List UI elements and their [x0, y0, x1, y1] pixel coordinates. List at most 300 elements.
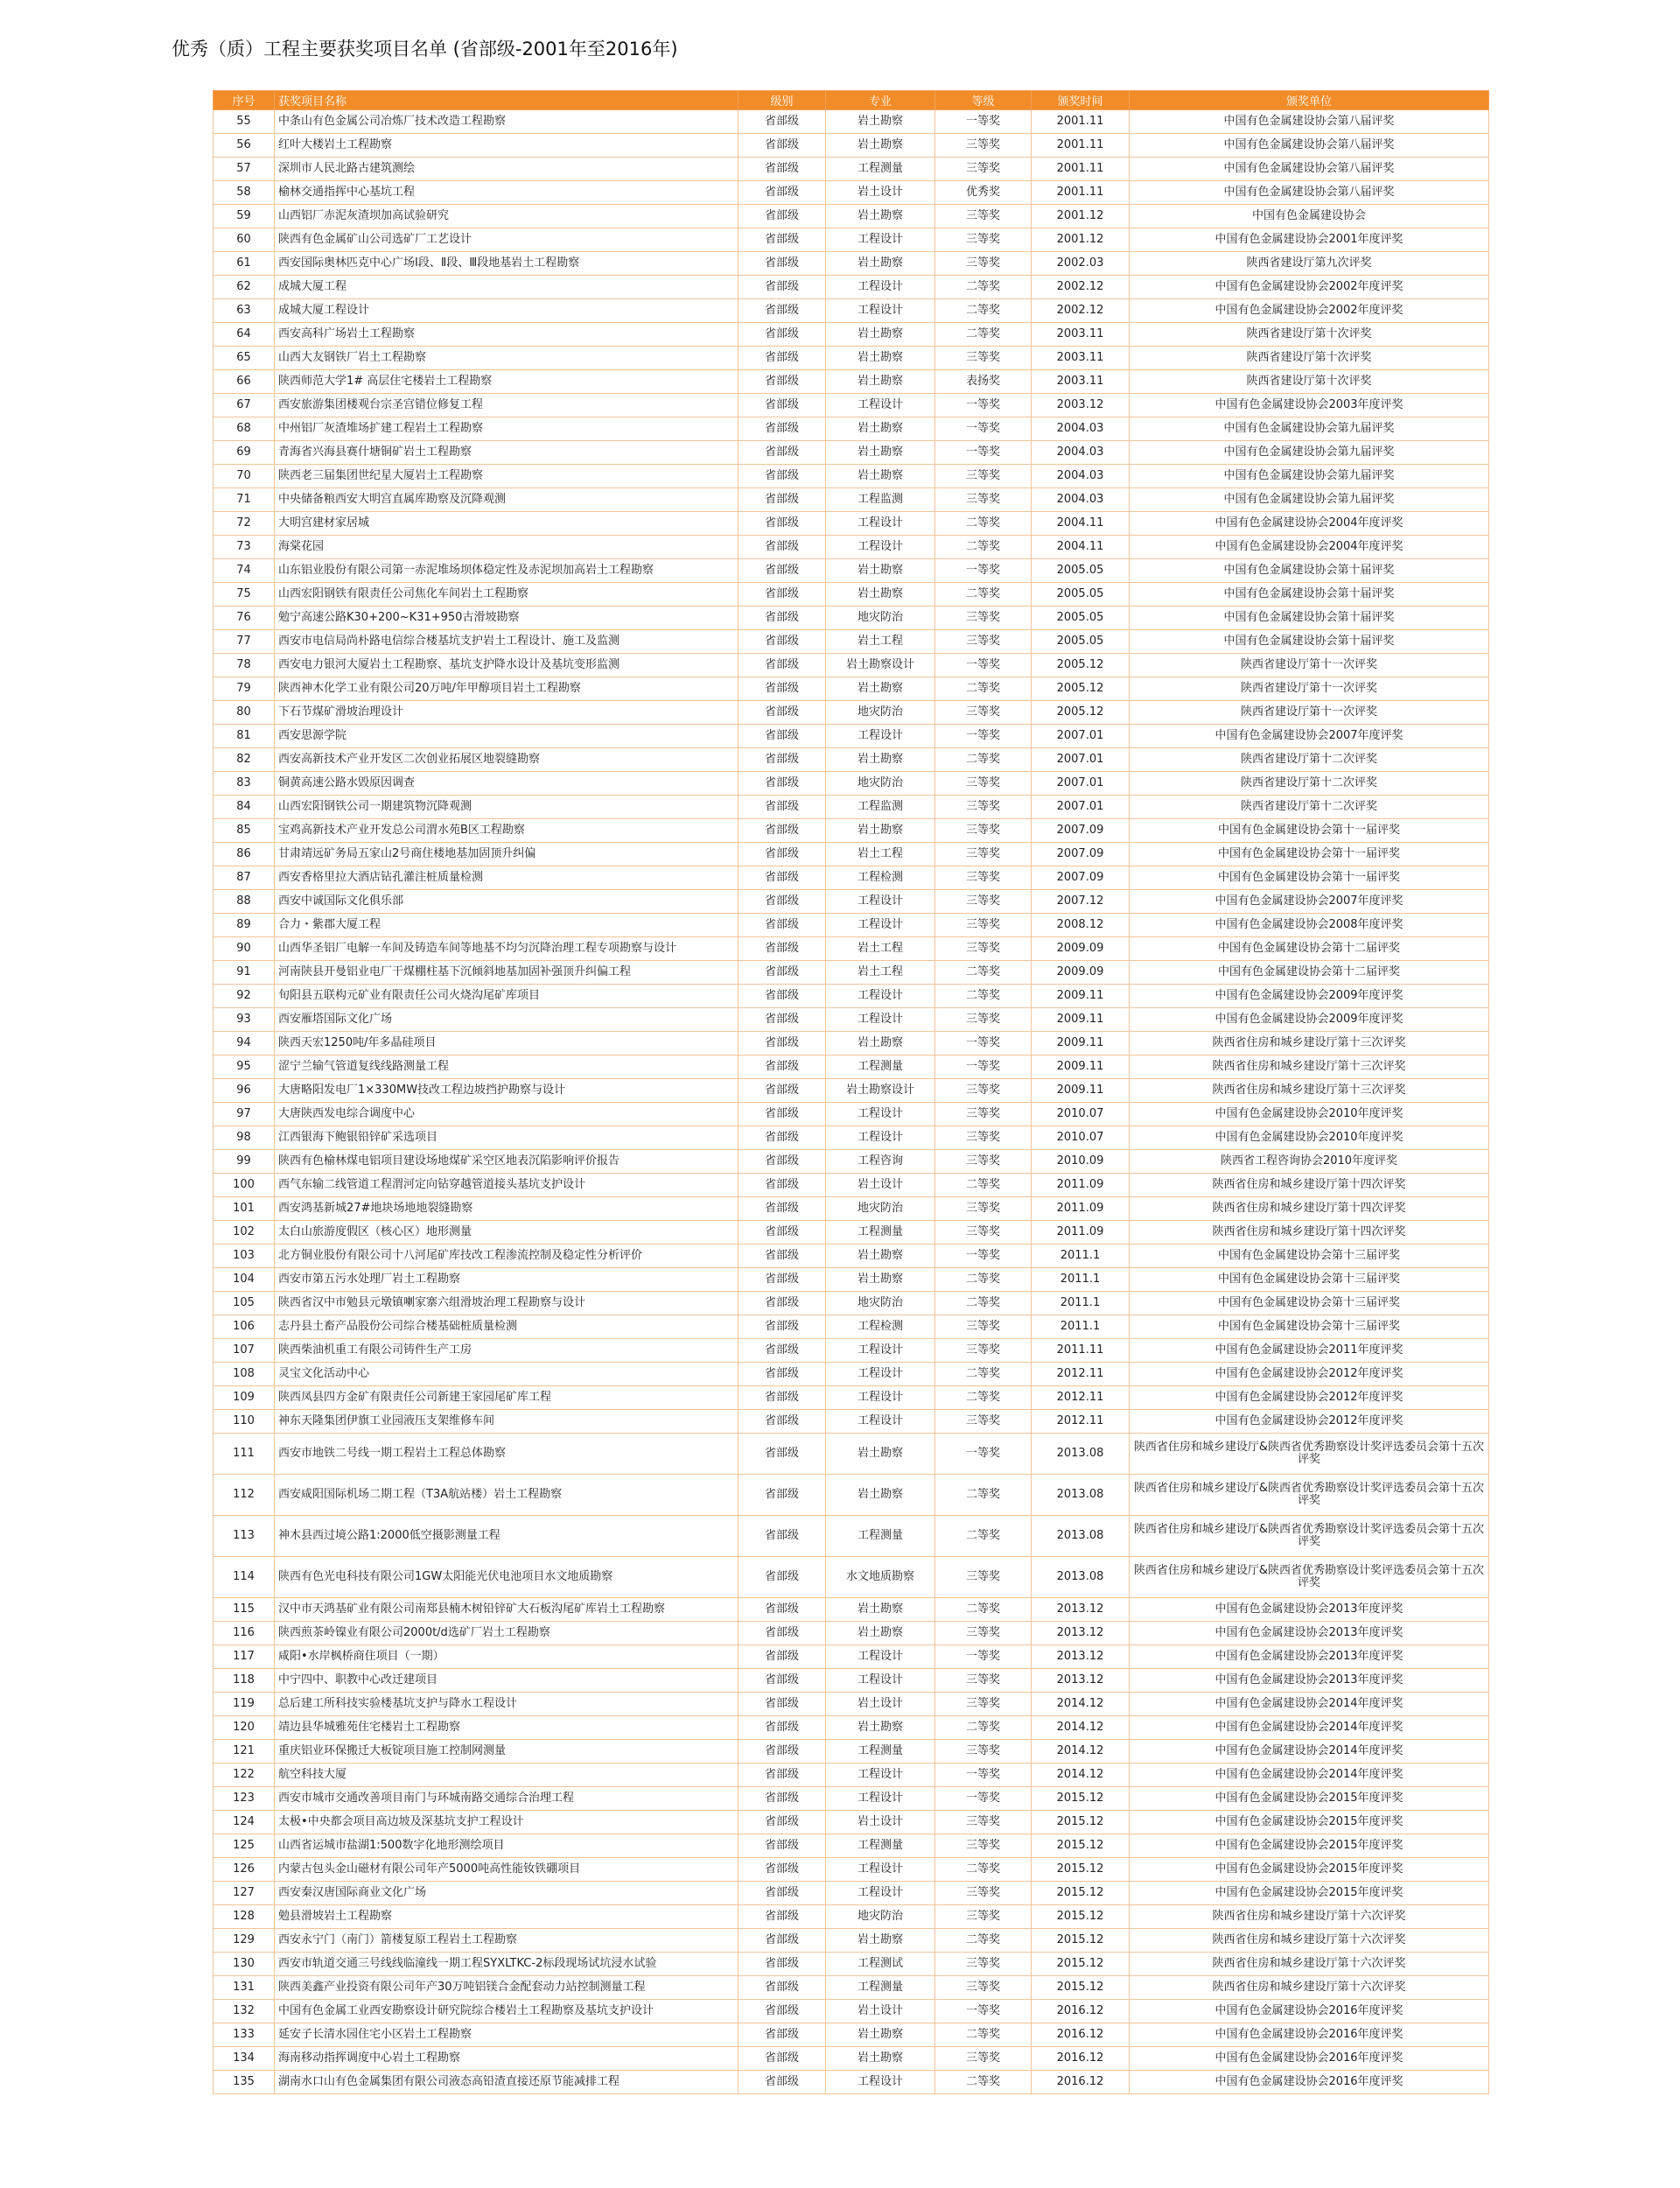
cell-project-name: 海南移动指挥调度中心岩土工程勘察: [275, 2047, 738, 2071]
cell-no: 64: [214, 323, 275, 347]
cell-award-date: 2003.11: [1032, 323, 1130, 347]
cell-no: 63: [214, 299, 275, 323]
table-row: [214, 796, 1489, 819]
cell-grade: 一等奖: [935, 2000, 1032, 2023]
cell-level: 省部级: [738, 276, 826, 299]
cell-grade: 三等奖: [935, 1882, 1032, 1905]
cell-project-name: 西安市第五污水处理厂岩土工程勘察: [275, 1268, 738, 1292]
table-row: [214, 1905, 1489, 1929]
cell-grade: 二等奖: [935, 299, 1032, 323]
cell-no: 101: [214, 1197, 275, 1221]
table-header-row: [214, 91, 1489, 110]
cell-no: 105: [214, 1292, 275, 1315]
cell-discipline: 岩土勘察: [826, 110, 935, 134]
cell-grade: 二等奖: [935, 961, 1032, 985]
cell-project-name: 北方铜业股份有限公司十八河尾矿库技改工程渗流控制及稳定性分析评价: [275, 1245, 738, 1268]
cell-project-name: 内蒙古包头金山磁材有限公司年产5000吨高性能钕铁硼项目: [275, 1858, 738, 1882]
table-row: [214, 1787, 1489, 1811]
cell-grade: 二等奖: [935, 1292, 1032, 1315]
cell-discipline: 工程设计: [826, 1410, 935, 1434]
table-row: [214, 607, 1489, 630]
cell-project-name: 中央储备粮西安大明宫直属库勘察及沉降观测: [275, 488, 738, 512]
cell-no: 86: [214, 843, 275, 866]
cell-project-name: 神木县西过境公路1:2000低空摄影测量工程: [275, 1516, 738, 1557]
cell-project-name: 重庆铝业环保搬迁大板锭项目施工控制网测量: [275, 1740, 738, 1764]
table-row: [214, 772, 1489, 796]
table-row: [214, 2023, 1489, 2047]
cell-no: 85: [214, 819, 275, 843]
cell-award-date: 2007.09: [1032, 819, 1130, 843]
table-row: [214, 1032, 1489, 1055]
cell-level: 省部级: [738, 110, 826, 134]
cell-project-name: 陕西凤县四方金矿有限责任公司新建王家园尾矿库工程: [275, 1386, 738, 1410]
cell-project-name: 陕西有色光电科技有限公司1GW太阳能光伏电池项目水文地质勘察: [275, 1557, 738, 1598]
cell-project-name: 航空科技大厦: [275, 1764, 738, 1787]
cell-discipline: 岩土勘察: [826, 1598, 935, 1622]
cell-project-name: 延安子长清水园住宅小区岩土工程勘察: [275, 2023, 738, 2047]
cell-award-date: 2004.03: [1032, 465, 1130, 488]
cell-award-date: 2011.09: [1032, 1197, 1130, 1221]
cell-award-date: 2016.12: [1032, 2023, 1130, 2047]
table-row: [214, 630, 1489, 654]
cell-level: 省部级: [738, 583, 826, 607]
table-row: [214, 1976, 1489, 2000]
cell-project-name: 西安秦汉唐国际商业文化广场: [275, 1882, 738, 1905]
cell-level: 省部级: [738, 441, 826, 465]
cell-level: 省部级: [738, 937, 826, 961]
cell-project-name: 成城大厦工程: [275, 276, 738, 299]
cell-award-org: 中国有色金属建设协会2003年度评奖: [1130, 394, 1489, 417]
cell-award-date: 2011.1: [1032, 1292, 1130, 1315]
table-row: [214, 914, 1489, 937]
cell-discipline: 工程设计: [826, 985, 935, 1008]
cell-award-date: 2011.1: [1032, 1245, 1130, 1268]
cell-award-org: 中国有色金属建设协会2009年度评奖: [1130, 1008, 1489, 1032]
table-row: [214, 1811, 1489, 1834]
cell-discipline: 工程设计: [826, 1008, 935, 1032]
cell-award-date: 2013.12: [1032, 1645, 1130, 1669]
cell-grade: 三等奖: [935, 134, 1032, 158]
cell-grade: 二等奖: [935, 1858, 1032, 1882]
cell-award-date: 2007.09: [1032, 843, 1130, 866]
cell-discipline: 工程测量: [826, 158, 935, 181]
cell-grade: 三等奖: [935, 347, 1032, 370]
cell-award-org: 中国有色金属建设协会2015年度评奖: [1130, 1834, 1489, 1858]
cell-award-org: 中国有色金属建设协会第十一届评奖: [1130, 819, 1489, 843]
cell-no: 107: [214, 1339, 275, 1363]
cell-award-date: 2014.12: [1032, 1740, 1130, 1764]
cell-no: 59: [214, 205, 275, 228]
cell-level: 省部级: [738, 1787, 826, 1811]
cell-level: 省部级: [738, 1953, 826, 1976]
cell-project-name: 山西省运城市盐湖1:500数字化地形测绘项目: [275, 1834, 738, 1858]
cell-discipline: 岩土工程: [826, 630, 935, 654]
cell-no: 116: [214, 1622, 275, 1645]
cell-no: 75: [214, 583, 275, 607]
cell-award-org: 陕西省住房和城乡建设厅&陕西省优秀勘察设计奖评选委员会第十五次评奖: [1130, 1434, 1489, 1475]
cell-award-org: 中国有色金属建设协会2009年度评奖: [1130, 985, 1489, 1008]
table-row: [214, 677, 1489, 701]
table-row: [214, 370, 1489, 394]
cell-no: 56: [214, 134, 275, 158]
cell-no: 133: [214, 2023, 275, 2047]
cell-award-org: 中国有色金属建设协会2012年度评奖: [1130, 1410, 1489, 1434]
cell-no: 123: [214, 1787, 275, 1811]
cell-level: 省部级: [738, 2047, 826, 2071]
cell-project-name: 西安咸阳国际机场二期工程（T3A航站楼）岩土工程勘察: [275, 1475, 738, 1516]
cell-level: 省部级: [738, 1858, 826, 1882]
table-row: [214, 1645, 1489, 1669]
table-row: [214, 1410, 1489, 1434]
cell-grade: 三等奖: [935, 1557, 1032, 1598]
cell-grade: 二等奖: [935, 512, 1032, 536]
cell-project-name: 咸阳•水岸枫桥商住项目（一期）: [275, 1645, 738, 1669]
cell-award-date: 2005.05: [1032, 583, 1130, 607]
cell-grade: 优秀奖: [935, 181, 1032, 205]
cell-grade: 一等奖: [935, 110, 1032, 134]
cell-grade: 三等奖: [935, 1905, 1032, 1929]
cell-grade: 三等奖: [935, 1976, 1032, 2000]
cell-grade: 三等奖: [935, 1008, 1032, 1032]
cell-award-org: 陕西省建设厅第十次评奖: [1130, 347, 1489, 370]
cell-level: 省部级: [738, 465, 826, 488]
cell-award-date: 2012.11: [1032, 1363, 1130, 1386]
cell-project-name: 山东铝业股份有限公司第一赤泥堆场坝体稳定性及赤泥坝加高岩土工程勘察: [275, 559, 738, 583]
cell-no: 106: [214, 1315, 275, 1339]
table-row: [214, 1126, 1489, 1150]
cell-award-org: 中国有色金属建设协会2016年度评奖: [1130, 2023, 1489, 2047]
cell-award-org: 中国有色金属建设协会: [1130, 205, 1489, 228]
cell-award-org: 中国有色金属建设协会2015年度评奖: [1130, 1882, 1489, 1905]
cell-discipline: 工程设计: [826, 914, 935, 937]
table-row: [214, 1834, 1489, 1858]
cell-discipline: 岩土勘察: [826, 583, 935, 607]
cell-award-date: 2005.05: [1032, 559, 1130, 583]
cell-discipline: 工程测量: [826, 1740, 935, 1764]
cell-grade: 三等奖: [935, 772, 1032, 796]
cell-discipline: 岩土设计: [826, 1174, 935, 1197]
cell-grade: 二等奖: [935, 323, 1032, 347]
cell-award-date: 2011.1: [1032, 1315, 1130, 1339]
table-row: [214, 1055, 1489, 1079]
cell-award-date: 2009.09: [1032, 961, 1130, 985]
cell-award-date: 2013.08: [1032, 1557, 1130, 1598]
cell-no: 131: [214, 1976, 275, 2000]
cell-level: 省部级: [738, 725, 826, 748]
cell-project-name: 西安市电信局尚朴路电信综合楼基坑支护岩土工程设计、施工及监测: [275, 630, 738, 654]
table-row: [214, 819, 1489, 843]
cell-award-org: 中国有色金属建设协会2012年度评奖: [1130, 1386, 1489, 1410]
cell-level: 省部级: [738, 1929, 826, 1953]
cell-grade: 一等奖: [935, 394, 1032, 417]
cell-project-name: 陕西美鑫产业投资有限公司年产30万吨铝镁合金配套动力站控制测量工程: [275, 1976, 738, 2000]
table-row: [214, 299, 1489, 323]
cell-grade: 二等奖: [935, 2071, 1032, 2094]
cell-discipline: 岩土设计: [826, 1811, 935, 1834]
cell-no: 84: [214, 796, 275, 819]
cell-level: 省部级: [738, 1150, 826, 1174]
cell-level: 省部级: [738, 323, 826, 347]
cell-level: 省部级: [738, 914, 826, 937]
cell-project-name: 勉县滑坡岩土工程勘察: [275, 1905, 738, 1929]
cell-level: 省部级: [738, 677, 826, 701]
cell-no: 57: [214, 158, 275, 181]
cell-project-name: 涩宁兰输气管道复线线路测量工程: [275, 1055, 738, 1079]
cell-level: 省部级: [738, 607, 826, 630]
cell-award-date: 2010.07: [1032, 1126, 1130, 1150]
cell-level: 省部级: [738, 158, 826, 181]
cell-project-name: 陕西煎茶岭镍业有限公司2000t/d选矿厂岩土工程勘察: [275, 1622, 738, 1645]
cell-discipline: 工程测量: [826, 1834, 935, 1858]
cell-grade: 三等奖: [935, 1339, 1032, 1363]
cell-award-org: 中国有色金属建设协会2010年度评奖: [1130, 1126, 1489, 1150]
cell-award-date: 2009.11: [1032, 985, 1130, 1008]
cell-discipline: 工程设计: [826, 276, 935, 299]
cell-award-org: 陕西省工程咨询协会2010年度评奖: [1130, 1150, 1489, 1174]
cell-grade: 三等奖: [935, 1197, 1032, 1221]
cell-project-name: 西安雁塔国际文化广场: [275, 1008, 738, 1032]
cell-grade: 二等奖: [935, 1516, 1032, 1557]
cell-award-org: 中国有色金属建设协会2016年度评奖: [1130, 2047, 1489, 2071]
cell-level: 省部级: [738, 1693, 826, 1716]
cell-award-org: 中国有色金属建设协会2013年度评奖: [1130, 1598, 1489, 1622]
cell-grade: 三等奖: [935, 890, 1032, 914]
cell-project-name: 成城大厦工程设计: [275, 299, 738, 323]
table-row: [214, 441, 1489, 465]
cell-grade: 三等奖: [935, 1669, 1032, 1693]
cell-level: 省部级: [738, 205, 826, 228]
cell-award-date: 2005.05: [1032, 607, 1130, 630]
cell-grade: 三等奖: [935, 252, 1032, 276]
cell-grade: 三等奖: [935, 914, 1032, 937]
cell-grade: 三等奖: [935, 843, 1032, 866]
cell-no: 124: [214, 1811, 275, 1834]
cell-discipline: 岩土勘察: [826, 1245, 935, 1268]
cell-no: 112: [214, 1475, 275, 1516]
cell-award-org: 中国有色金属建设协会2014年度评奖: [1130, 1693, 1489, 1716]
cell-level: 省部级: [738, 2000, 826, 2023]
cell-no: 99: [214, 1150, 275, 1174]
cell-level: 省部级: [738, 701, 826, 725]
cell-no: 70: [214, 465, 275, 488]
table-row: [214, 1622, 1489, 1645]
cell-grade: 一等奖: [935, 1434, 1032, 1475]
cell-no: 132: [214, 2000, 275, 2023]
cell-grade: 二等奖: [935, 985, 1032, 1008]
cell-level: 省部级: [738, 370, 826, 394]
cell-discipline: 水文地质勘察: [826, 1557, 935, 1598]
cell-project-name: 陕西有色金属矿山公司选矿厂工艺设计: [275, 228, 738, 252]
table-row: [214, 2071, 1489, 2094]
cell-discipline: 工程设计: [826, 1764, 935, 1787]
cell-award-org: 陕西省住房和城乡建设厅第十六次评奖: [1130, 1976, 1489, 2000]
cell-discipline: 岩土勘察: [826, 748, 935, 772]
cell-discipline: 工程检测: [826, 1315, 935, 1339]
table-row: [214, 725, 1489, 748]
cell-grade: 二等奖: [935, 1716, 1032, 1740]
cell-award-org: 中国有色金属建设协会2014年度评奖: [1130, 1764, 1489, 1787]
cell-level: 省部级: [738, 630, 826, 654]
cell-award-org: 中国有色金属建设协会2015年度评奖: [1130, 1858, 1489, 1882]
cell-level: 省部级: [738, 1055, 826, 1079]
cell-project-name: 合力・紫郡大厦工程: [275, 914, 738, 937]
cell-level: 省部级: [738, 1292, 826, 1315]
cell-award-date: 2013.08: [1032, 1516, 1130, 1557]
cell-discipline: 岩土工程: [826, 843, 935, 866]
cell-project-name: 大唐陕西发电综合调度中心: [275, 1103, 738, 1126]
cell-level: 省部级: [738, 1197, 826, 1221]
cell-award-date: 2010.07: [1032, 1103, 1130, 1126]
cell-level: 省部级: [738, 985, 826, 1008]
cell-discipline: 岩土勘察: [826, 417, 935, 441]
cell-award-org: 中国有色金属建设协会第八届评奖: [1130, 158, 1489, 181]
table-row: [214, 1929, 1489, 1953]
table-row: [214, 1693, 1489, 1716]
table-row: [214, 1245, 1489, 1268]
cell-level: 省部级: [738, 1008, 826, 1032]
cell-award-org: 中国有色金属建设协会第八届评奖: [1130, 134, 1489, 158]
cell-no: 110: [214, 1410, 275, 1434]
cell-discipline: 岩土勘察: [826, 819, 935, 843]
cell-level: 省部级: [738, 772, 826, 796]
cell-project-name: 陕西有色榆林煤电铝项目建设场地煤矿采空区地表沉陷影响评价报告: [275, 1150, 738, 1174]
cell-grade: 三等奖: [935, 1315, 1032, 1339]
cell-award-org: 陕西省建设厅第十一次评奖: [1130, 654, 1489, 677]
cell-discipline: 岩土工程: [826, 961, 935, 985]
table-row: [214, 2000, 1489, 2023]
table-body: [214, 110, 1489, 2094]
cell-discipline: 岩土勘察: [826, 2047, 935, 2071]
cell-grade: 三等奖: [935, 937, 1032, 961]
cell-grade: 三等奖: [935, 796, 1032, 819]
table-row: [214, 488, 1489, 512]
cell-award-date: 2007.01: [1032, 772, 1130, 796]
cell-award-date: 2007.09: [1032, 866, 1130, 890]
cell-discipline: 工程设计: [826, 1386, 935, 1410]
cell-discipline: 工程测试: [826, 1953, 935, 1976]
cell-level: 省部级: [738, 228, 826, 252]
cell-award-org: 中国有色金属建设协会2007年度评奖: [1130, 725, 1489, 748]
cell-award-date: 2016.12: [1032, 2047, 1130, 2071]
cell-no: 88: [214, 890, 275, 914]
cell-discipline: 工程设计: [826, 1645, 935, 1669]
cell-discipline: 工程设计: [826, 1103, 935, 1126]
cell-award-date: 2016.12: [1032, 2071, 1130, 2094]
cell-level: 省部级: [738, 512, 826, 536]
cell-project-name: 中国有色金属工业西安勘察设计研究院综合楼岩土工程勘察及基坑支护设计: [275, 2000, 738, 2023]
cell-award-org: 陕西省住房和城乡建设厅&陕西省优秀勘察设计奖评选委员会第十五次评奖: [1130, 1516, 1489, 1557]
cell-award-date: 2004.11: [1032, 512, 1130, 536]
cell-level: 省部级: [738, 1716, 826, 1740]
cell-level: 省部级: [738, 559, 826, 583]
cell-no: 129: [214, 1929, 275, 1953]
table-row: [214, 559, 1489, 583]
cell-project-name: 中条山有色金属公司冶炼厂技术改造工程勘察: [275, 110, 738, 134]
cell-award-date: 2013.08: [1032, 1475, 1130, 1516]
cell-level: 省部级: [738, 1126, 826, 1150]
cell-grade: 三等奖: [935, 1126, 1032, 1150]
cell-grade: 二等奖: [935, 748, 1032, 772]
cell-grade: 三等奖: [935, 2047, 1032, 2071]
cell-level: 省部级: [738, 1669, 826, 1693]
cell-no: 62: [214, 276, 275, 299]
cell-grade: 三等奖: [935, 158, 1032, 181]
cell-level: 省部级: [738, 1386, 826, 1410]
cell-award-org: 中国有色金属建设协会2013年度评奖: [1130, 1645, 1489, 1669]
cell-project-name: 铜黄高速公路水毁原因调查: [275, 772, 738, 796]
cell-discipline: 岩土设计: [826, 2000, 935, 2023]
cell-grade: 三等奖: [935, 1811, 1032, 1834]
cell-discipline: 地灾防治: [826, 1292, 935, 1315]
cell-level: 省部级: [738, 748, 826, 772]
cell-award-org: 中国有色金属建设协会第十届评奖: [1130, 630, 1489, 654]
cell-project-name: 湖南水口山有色金属集团有限公司液态高铅渣直接还原节能减排工程: [275, 2071, 738, 2094]
cell-level: 省部级: [738, 1598, 826, 1622]
cell-award-date: 2011.1: [1032, 1268, 1130, 1292]
cell-discipline: 岩土勘察: [826, 1475, 935, 1516]
cell-project-name: 志丹县土畜产品股份公司综合楼基础桩质量检测: [275, 1315, 738, 1339]
cell-level: 省部级: [738, 1905, 826, 1929]
cell-award-org: 中国有色金属建设协会第八届评奖: [1130, 181, 1489, 205]
cell-level: 省部级: [738, 1103, 826, 1126]
table-row: [214, 1150, 1489, 1174]
cell-discipline: 岩土勘察: [826, 205, 935, 228]
cell-award-date: 2009.11: [1032, 1079, 1130, 1103]
cell-no: 135: [214, 2071, 275, 2094]
cell-level: 省部级: [738, 417, 826, 441]
cell-no: 72: [214, 512, 275, 536]
cell-award-org: 中国有色金属建设协会2002年度评奖: [1130, 299, 1489, 323]
cell-award-org: 中国有色金属建设协会2016年度评奖: [1130, 2000, 1489, 2023]
cell-award-date: 2004.03: [1032, 417, 1130, 441]
cell-award-org: 中国有色金属建设协会第十届评奖: [1130, 559, 1489, 583]
table-row: [214, 890, 1489, 914]
cell-award-date: 2007.01: [1032, 748, 1130, 772]
cell-project-name: 西安旅游集团楼观台宗圣宫错位修复工程: [275, 394, 738, 417]
cell-project-name: 陕西省汉中市勉县元墩镇喇家寨六组滑坡治理工程勘察与设计: [275, 1292, 738, 1315]
cell-discipline: 岩土勘察: [826, 347, 935, 370]
cell-project-name: 西安高新技术产业开发区二次创业拓展区地裂缝勘察: [275, 748, 738, 772]
cell-award-org: 陕西省住房和城乡建设厅第十四次评奖: [1130, 1174, 1489, 1197]
cell-no: 82: [214, 748, 275, 772]
cell-project-name: 西气东输二线管道工程渭河定向钻穿越管道接头基坑支护设计: [275, 1174, 738, 1197]
table-row: [214, 276, 1489, 299]
table-row: [214, 1557, 1489, 1598]
cell-award-org: 陕西省建设厅第十一次评奖: [1130, 701, 1489, 725]
cell-award-org: 陕西省建设厅第十二次评奖: [1130, 796, 1489, 819]
cell-award-org: 中国有色金属建设协会2015年度评奖: [1130, 1811, 1489, 1834]
cell-grade: 一等奖: [935, 559, 1032, 583]
cell-award-org: 中国有色金属建设协会第九届评奖: [1130, 441, 1489, 465]
cell-discipline: 工程设计: [826, 1339, 935, 1363]
cell-project-name: 山西宏阳钢铁有限责任公司焦化车间岩土工程勘察: [275, 583, 738, 607]
cell-level: 省部级: [738, 654, 826, 677]
table-row: [214, 843, 1489, 866]
cell-project-name: 江西银海下鲍银铅锌矿采选项目: [275, 1126, 738, 1150]
cell-discipline: 工程设计: [826, 1787, 935, 1811]
cell-award-org: 中国有色金属建设协会第十二届评奖: [1130, 937, 1489, 961]
table-row: [214, 1516, 1489, 1557]
cell-grade: 一等奖: [935, 725, 1032, 748]
cell-award-org: 中国有色金属建设协会第十届评奖: [1130, 607, 1489, 630]
cell-level: 省部级: [738, 536, 826, 559]
cell-no: 93: [214, 1008, 275, 1032]
cell-project-name: 西安香格里拉大酒店钻孔灌注桩质量检测: [275, 866, 738, 890]
cell-project-name: 山西铝厂赤泥灰渣坝加高试验研究: [275, 205, 738, 228]
cell-award-org: 中国有色金属建设协会第九届评奖: [1130, 488, 1489, 512]
table-row: [214, 1953, 1489, 1976]
cell-level: 省部级: [738, 1268, 826, 1292]
